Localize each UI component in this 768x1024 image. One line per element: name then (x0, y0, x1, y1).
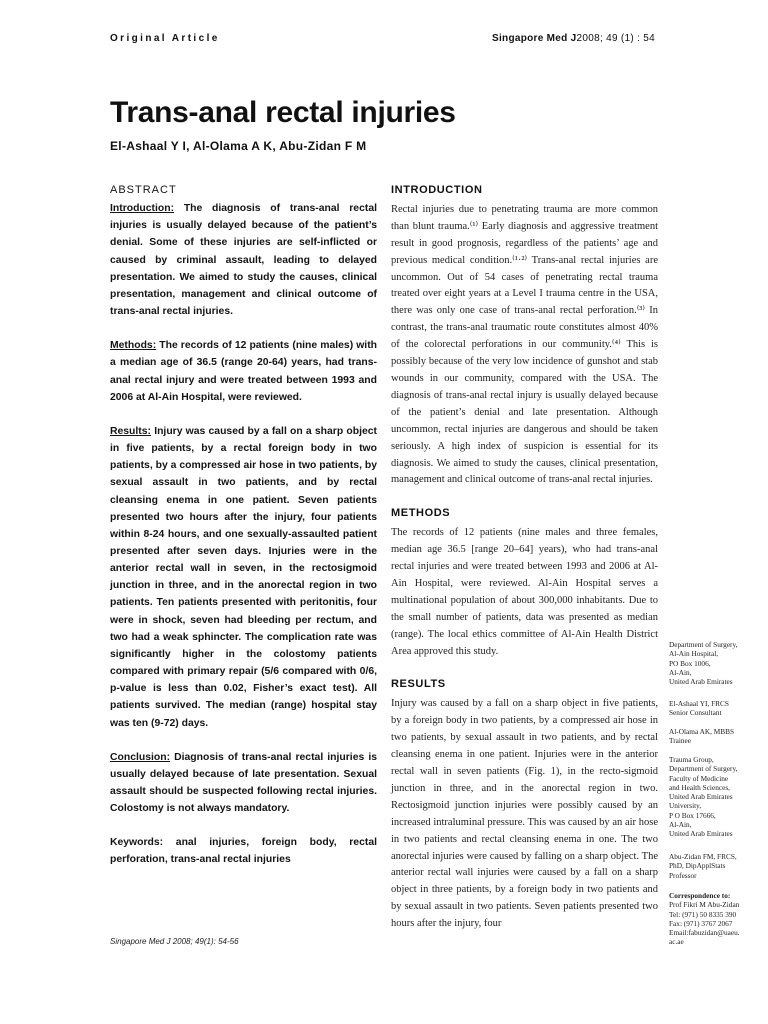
article-authors: El-Ashaal Y I, Al-Olama A K, Abu-Zidan F M (110, 139, 367, 153)
abstract-heading: ABSTRACT (110, 184, 177, 196)
sidebar-trauma-group: Trauma Group, Department of Surgery, Faculty of Medicine and Health Sciences, United Arab Emirates University, P O Box 17666, Al-Ain, United Arab Emirates (669, 755, 738, 839)
sidebar-correspondence: Correspondence to: Prof Fikri M Abu-Zidan Tel: (971) 50 8335 390 Fax: (971) 3767 2067 Email:fabuzidan@uaeu. ac.ae (669, 891, 740, 947)
sidebar-author-3: Abu-Zidan FM, FRCS, PhD, DipApplStats Professor (669, 852, 737, 880)
journal-issue (492, 33, 655, 44)
results-heading: RESULTS (391, 678, 446, 691)
methods-heading: METHODS (391, 507, 451, 520)
abstract-column (110, 182, 377, 886)
methods-text: The records of 12 patients (nine males and three females, median age 36.5 [range 20–64] years), who had trans-anal rectal injuries and were treated between 1993 and 2006 at Al-Ain Hospital, were reviewed. Al-Ain Hospital serves a multinational population of about 300,000 inhabitants. Due to the small number of patients, data was presented as median (range). The local ethics committee of Al-Ain Health District Area approved this study. (391, 527, 658, 657)
abstract-conclusion: Conclusion: Diagnosis of trans-anal rectal injuries is usually delayed because of late presentation. Sexual assault should be suspected following rectal injuries. Colostomy is not always mandatory. (110, 751, 377, 815)
introduction-text: Rectal injuries due to penetrating trauma are more common than blunt trauma.⁽¹⁾ Early diagnosis and aggressive treatment result in good prognosis, regardless of the patients’ age and previous medical condition.⁽¹·²⁾ Trans-anal rectal injuries are uncommon. Out of 54 cases of penetrating rectal trauma treated over eight years at a Level I trauma centre in the USA, there was only one case of trans-anal rectal perforation.⁽³⁾ In contrast, the trans-anal traumatic route constitutes almost 40% of the colorectal perforations in our community.⁽⁴⁾ This is possibly because of the very low incidence of gunshot and stab wounds in our community, compared with the USA. The diagnosis of trans-anal rectal injury is usually delayed because of the patient’s denial and late presentation. Although uncommon, rectal injuries are dangerous and should be taken seriously. A high index of suspicion is essential for its diagnosis. We aimed to study the causes, clinical presentation, management and clinical outcome of trans-anal rectal injuries. (391, 203, 658, 486)
results-text: Injury was caused by a fall on a sharp object in five patients, by a foreign body in two patients, by a compressed air hose in two patients, by sexual assault in two patients, and by rectal cleansing enema in one patient. Injuries were in the anterior rectal wall in seven patients (Fig. 1), in the recto-sigmoid junction in three, and in the anorectal region in two. Rectosigmoid junction injuries were possibly caused by an increased intraluminal pressure. This was caused by an air hose in two patients and rectal cleansing enema in one. The two anorectal injuries were caused by falling on a sharp object. The anterior rectal wall injuries were caused by a fall on a sharp object in three patients, by a foreign body in two patients and by sexual assault in two patients. Seven patients presented two hours after the injury, four (391, 698, 658, 930)
section-label: Original Article (110, 33, 220, 44)
abstract-introduction: Introduction: The diagnosis of trans-anal rectal injuries is usually delayed because of the patient’s denial. Some of these injuries are self-inflicted or caused by criminal assault, leading to delayed presentation. We aimed to study the causes, clinical presentation, management and clinical outcome of trans-anal rectal injuries. (110, 203, 377, 318)
body-column (391, 182, 658, 933)
abstract-methods: Methods: The records of 12 patients (nine males) with a median age of 36.5 (range 20-64) years, had trans-anal rectal injury and were treated between 1993 and 2006 at Al-Ain Hospital, were reviewed. (110, 340, 377, 403)
abstract-results: Results: Injury was caused by a fall on a sharp object in five patients, by a rectal foreign body in two patients, by a compressed air hose in two patients, by sexual assault in two patients, and by rectal cleansing enema in one patient. Seven patients presented two hours after the injury, four patients within 8-24 hours, and one sexually-assaulted patient presented after seven days. Injuries were in the anterior rectal wall in seven, in the rectosigmoid junction in three, and in the anorectal region in two patients. Ten patients presented with peritonitis, four were in shock, seven had bleeding per rectum, and two had a weak sphincter. The complication rate was significantly higher in the colostomy patients compared with primary repair (5/6 compared with 0/6, p-value is less than 0.02, Fisher’s exact test). All patients survived. The median (range) hospital stay was ten (9-72) days. (110, 425, 377, 729)
sidebar-author-2: Al-Olama AK, MBBS Trainee (669, 727, 735, 746)
abstract-citation: Singapore Med J 2008; 49(1): 54-56 (110, 937, 239, 946)
journal-name: Singapore Med J (492, 33, 577, 44)
abstract-keywords: Keywords: anal injuries, foreign body, rectal perforation, trans-anal rectal injuries (110, 837, 377, 866)
introduction-heading: INTRODUCTION (391, 184, 483, 196)
article-title: Trans-anal rectal injuries (110, 96, 456, 129)
sidebar-department: Department of Surgery, Al-Ain Hospital, PO Box 1006, Al-Ain, United Arab Emirates (669, 640, 738, 687)
issue-info: 2008; 49 (1) : 54 (576, 33, 655, 44)
sidebar-author-1: El-Ashaal YI, FRCS Senior Consultant (669, 699, 729, 718)
